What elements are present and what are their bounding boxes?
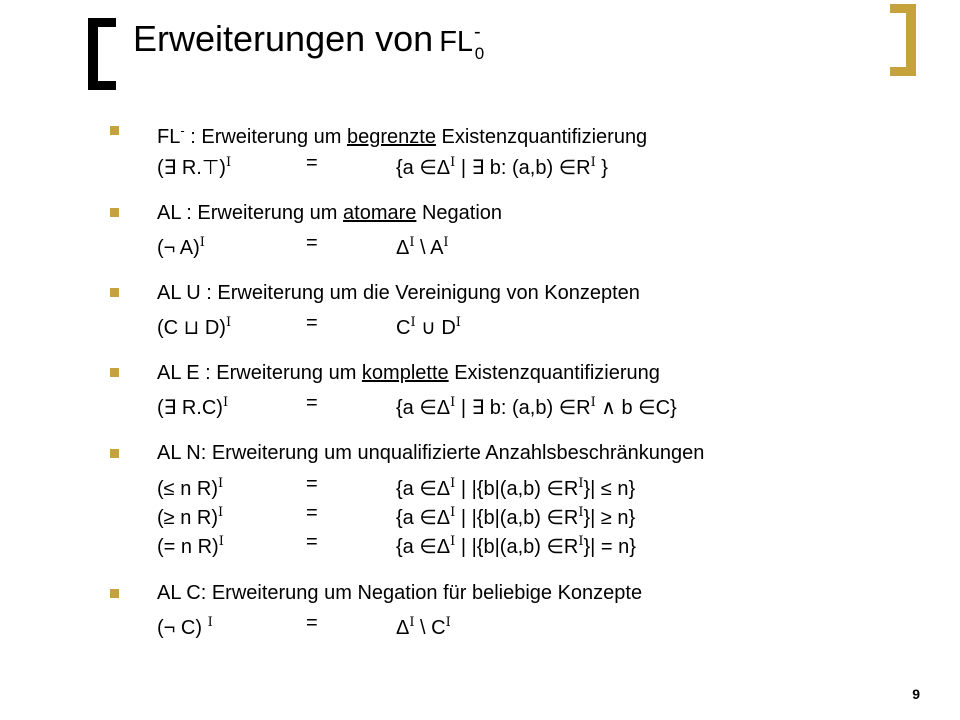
item-aln-description: AL N: Erweiterung um unqualifizierte Anzahlsbeschränkungen <box>157 442 705 464</box>
bullet <box>110 288 119 297</box>
formula-equals: = <box>306 232 318 254</box>
item-alc-formula: (¬ C) $^I$ <box>157 615 213 639</box>
item-fl-formula: (∃ R.⊤)$^I$ <box>157 155 232 179</box>
page-number: 9 <box>912 686 920 702</box>
formula-rhs: {a $\in\Delta^I$ | ∃ b: (a,b) $\in R^I$ ∧ b ∈C} <box>396 395 677 419</box>
formula-equals: = <box>306 473 318 495</box>
formula-rhs: {a $\in\Delta^I$ | |{b|(a,b) $\in R^I\}| \ge n$} <box>396 505 636 529</box>
formula-rhs: {a $\in\Delta^I$ | ∃ b: (a,b) $\in R^I$ } <box>396 155 608 179</box>
formula-equals: = <box>306 312 318 334</box>
bullet <box>110 126 119 135</box>
item-ale-formula: (∃ R.C)$^I$ <box>157 395 229 419</box>
formula-rhs: $\Delta^I$ \ $C^I$ <box>396 615 451 639</box>
item-al-formula: (¬ A)$^I$ <box>157 235 205 259</box>
item-alu-formula: (C ⊔ D)$^I$ <box>157 315 232 339</box>
formula-equals: = <box>306 531 318 553</box>
formula-rhs: {a $\in\Delta^I$ | |{b|(a,b) $\in R^I\}| = n$} <box>396 534 636 558</box>
formula-equals: = <box>306 612 318 634</box>
title-bracket-right <box>890 4 916 76</box>
item-alc-description: AL C: Erweiterung um Negation für beliebige Konzepte <box>157 582 643 604</box>
item-fl-description: FL- : Erweiterung um begrenzte Existenzquantifizierung <box>157 123 648 148</box>
title-bracket-left <box>88 18 116 90</box>
item-aln-formula-eq: (= n R)$^I$ <box>157 534 224 558</box>
bullet <box>110 589 119 598</box>
formula-equals: = <box>306 152 318 174</box>
bullet <box>110 368 119 377</box>
slide-title: Erweiterungen von $FL^-_0$ <box>133 18 485 63</box>
formula-rhs: $C^I$ ∪ $D^I$ <box>396 315 461 339</box>
formula-rhs: {a $\in\Delta^I$ | |{b|(a,b) $\in R^I\}| \le n$} <box>396 476 636 500</box>
item-aln-formula-ge: (≥ n R)$^I$ <box>157 505 224 529</box>
item-alu-description: AL U : Erweiterung um die Vereinigung von Konzepten <box>157 282 640 304</box>
bullet <box>110 208 119 217</box>
formula-equals: = <box>306 392 318 414</box>
formula-rhs: $\Delta^I$ \ $A^I$ <box>396 235 449 259</box>
item-al-description: AL : Erweiterung um atomare Negation <box>157 202 503 224</box>
item-ale-description: AL E : Erweiterung um komplette Existenzquantifizierung <box>157 362 660 384</box>
bullet <box>110 449 119 458</box>
item-aln-formula-le: (≤ n R)$^I$ <box>157 476 224 500</box>
formula-equals: = <box>306 502 318 524</box>
